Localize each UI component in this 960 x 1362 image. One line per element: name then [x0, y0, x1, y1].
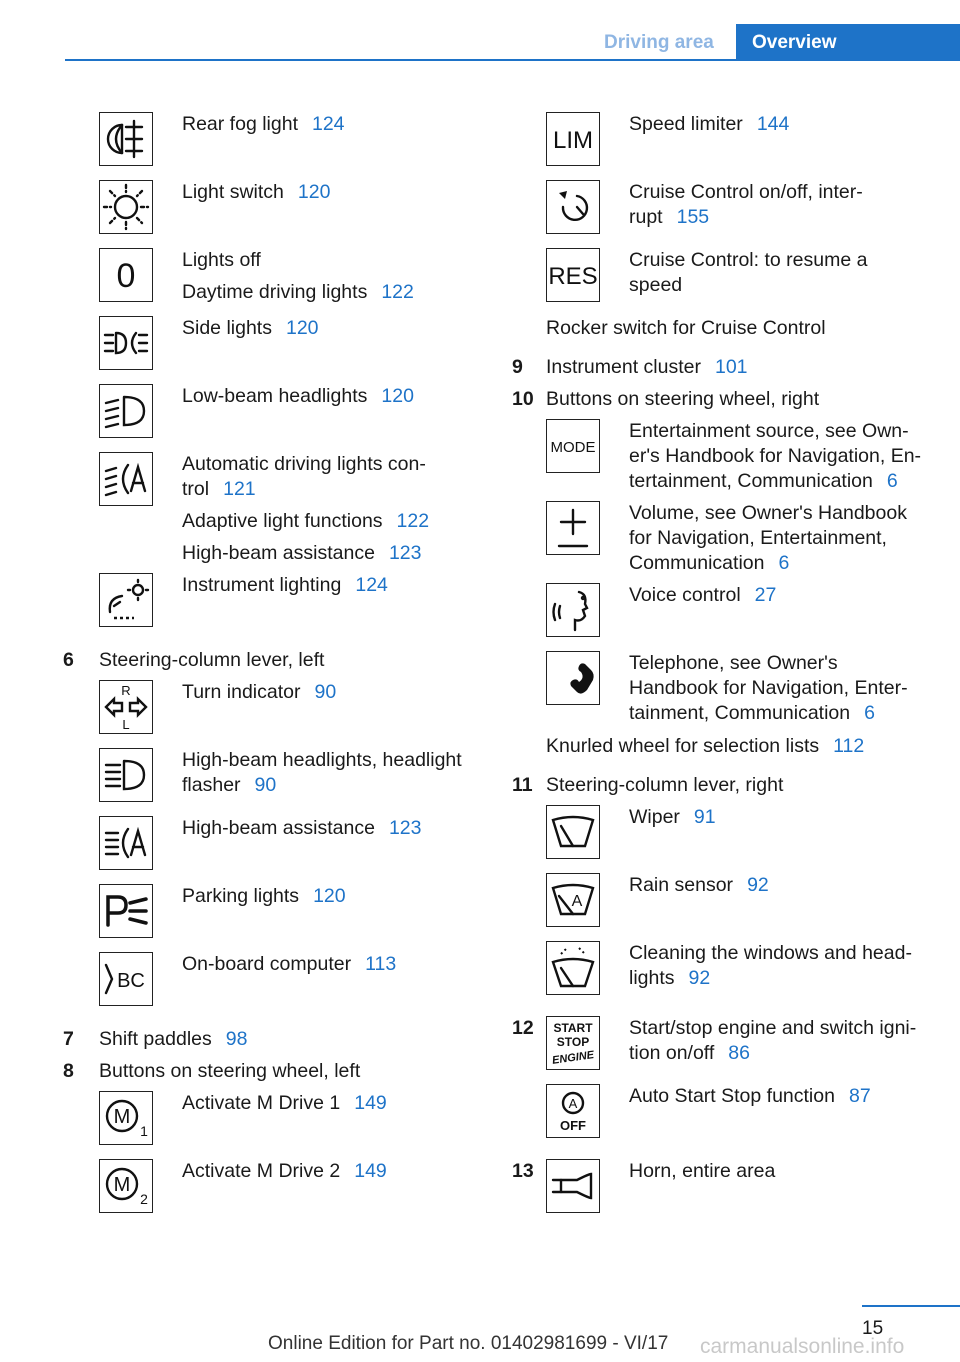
start-stop-icon — [546, 1016, 600, 1070]
svg-text:BC: BC — [117, 970, 145, 992]
entry-text: Cruise Control on/off, inter- — [629, 181, 863, 203]
entry-line — [629, 419, 909, 444]
entry-line — [182, 280, 414, 305]
page-ref-link[interactable]: 86 — [728, 1042, 750, 1064]
entry-text: speed — [629, 274, 683, 296]
entry-line — [629, 941, 912, 966]
page-ref-link[interactable]: 113 — [365, 953, 397, 975]
high-beam-assist-icon — [99, 816, 153, 870]
entry-text: Horn, entire area — [629, 1160, 776, 1182]
entry-text: Light switch — [182, 181, 284, 203]
page-ref-link[interactable]: 87 — [848, 1085, 871, 1107]
svg-text:L: L — [122, 717, 130, 732]
entry-line — [182, 112, 345, 137]
entry-text: Volume, see Owner's Handbook — [629, 502, 907, 524]
section-title-text: Shift paddles — [99, 1028, 212, 1050]
rear-fog-light-icon — [99, 112, 153, 166]
entry-line — [182, 541, 421, 566]
entry-line — [629, 1016, 916, 1041]
page-number: 15 — [862, 1318, 884, 1339]
header-tab-label: Overview — [752, 32, 837, 53]
entry-line — [182, 773, 276, 798]
entry-line — [182, 477, 256, 502]
m-drive-1-icon — [99, 1091, 153, 1145]
section-title — [546, 387, 819, 412]
entry-text: tion on/off — [629, 1042, 715, 1064]
entry-text: Side lights — [182, 317, 272, 339]
bc-icon — [99, 952, 153, 1006]
entry-text: trol — [182, 478, 210, 500]
low-beam-icon — [99, 384, 153, 438]
header-tab — [736, 24, 960, 60]
entry-line — [182, 816, 421, 841]
section-number: 9 — [512, 356, 523, 378]
entry-text: High-beam headlights, headlight — [182, 749, 462, 771]
auto-start-stop-off-icon — [546, 1084, 600, 1138]
turn-indicator-icon — [99, 680, 153, 734]
parking-lights-icon — [99, 884, 153, 938]
auto-lights-icon — [99, 452, 153, 506]
section-title-text: Buttons on steering wheel, right — [546, 388, 820, 410]
section-number: 6 — [63, 649, 74, 671]
entry-text: Rain sensor — [629, 874, 734, 896]
footer-rule — [862, 1305, 960, 1307]
page-ref-link[interactable]: 120 — [285, 317, 319, 339]
svg-text:STOP: STOP — [556, 1035, 590, 1049]
entry-line — [629, 469, 898, 494]
entry-line — [629, 1084, 871, 1109]
entry-line — [182, 316, 319, 341]
knurled-line — [546, 734, 864, 759]
entry-line — [182, 680, 336, 705]
entry-line — [629, 205, 709, 230]
side-lights-icon — [99, 316, 153, 370]
section-number: 8 — [63, 1060, 74, 1082]
svg-text:LIM: LIM — [552, 127, 594, 154]
entry-text: Activate M Drive 1 — [182, 1092, 341, 1114]
rocker-line-text: Rocker switch for Cruise Control — [546, 317, 826, 339]
section-number: 10 — [512, 388, 534, 410]
page-ref-link[interactable]: 91 — [693, 806, 716, 828]
page-ref-link[interactable]: 90 — [254, 774, 277, 796]
page-ref-link[interactable]: 120 — [313, 885, 346, 907]
entry-text: Handbook for Navigation, Enter- — [629, 677, 908, 699]
section-title-text: Steering-column lever, right — [546, 774, 784, 796]
page-ref-link[interactable]: 144 — [756, 113, 790, 135]
entry-text: Telephone, see Owner's — [629, 652, 838, 674]
lim-icon — [546, 112, 600, 166]
entry-text: Turn indicator — [182, 681, 301, 703]
svg-text:M: M — [113, 1106, 131, 1128]
high-beam-icon — [99, 748, 153, 802]
entry-line — [629, 273, 682, 298]
page-ref-link[interactable]: 122 — [396, 510, 430, 532]
page-ref-link[interactable]: 6 — [778, 552, 790, 574]
watermark: carmanualsonline.info — [700, 1335, 905, 1358]
svg-text:0: 0 — [116, 257, 136, 295]
page-ref-link[interactable]: 122 — [381, 281, 414, 303]
entry-line — [629, 676, 908, 701]
entry-text: Wiper — [629, 806, 680, 828]
voice-control-icon — [546, 583, 600, 637]
entry-text: Lights off — [182, 249, 261, 271]
entry-text: for Navigation, Entertainment, — [629, 527, 887, 549]
entry-text: High-beam assistance — [182, 542, 375, 564]
knurled-line-text: Knurled wheel for selection lists — [546, 735, 820, 757]
page-ref-link[interactable]: 92 — [688, 967, 711, 989]
entry-text: flasher — [182, 774, 241, 796]
svg-text:MODE: MODE — [550, 439, 596, 456]
page-ref-link[interactable]: 155 — [676, 206, 710, 228]
volume-icon — [546, 501, 600, 555]
header-section-label: Driving area — [604, 32, 714, 53]
m-drive-2-icon — [99, 1159, 153, 1213]
rain-sensor-icon — [546, 873, 600, 927]
svg-text:RES: RES — [548, 263, 598, 290]
section-title — [99, 1059, 360, 1084]
section-title — [546, 773, 783, 798]
svg-text:1: 1 — [140, 1123, 148, 1139]
page-ref-link[interactable]: 120 — [297, 181, 331, 203]
entry-text: Speed limiter — [629, 113, 743, 135]
section-title-text: Steering-column lever, left — [99, 649, 325, 671]
page-ref-link[interactable]: 90 — [314, 681, 337, 703]
entry-text: Activate M Drive 2 — [182, 1160, 341, 1182]
entry-line — [629, 966, 710, 991]
entry-line — [182, 1091, 387, 1116]
entry-text: Entertainment source, see Own- — [629, 420, 909, 442]
light-switch-icon — [99, 180, 153, 234]
section-title-text: Buttons on steering wheel, left — [99, 1060, 361, 1082]
entry-line — [182, 748, 462, 773]
entry-line — [182, 452, 426, 477]
instrument-lighting-icon — [99, 573, 153, 627]
entry-text: rupt — [629, 206, 663, 228]
page-ref-link[interactable]: 123 — [388, 817, 422, 839]
entry-line — [629, 112, 789, 137]
entry-text: lights — [629, 967, 675, 989]
entry-text: Daytime driving lights — [182, 281, 368, 303]
section-number: 12 — [512, 1017, 534, 1039]
entry-line — [629, 551, 789, 576]
svg-text:START: START — [553, 1021, 593, 1035]
entry-line — [629, 444, 921, 469]
svg-text:OFF: OFF — [560, 1118, 586, 1133]
entry-line — [629, 1041, 750, 1066]
washer-icon — [546, 941, 600, 995]
page-ref-link[interactable]: 98 — [225, 1028, 248, 1050]
page-ref-link[interactable]: 124 — [355, 574, 388, 596]
entry-line — [182, 384, 414, 409]
section-title-text: Instrument cluster — [546, 356, 701, 378]
entry-text: Auto Start Stop function — [629, 1085, 835, 1107]
entry-line — [629, 583, 776, 608]
page-ref-link[interactable]: 112 — [833, 735, 865, 757]
svg-text:A: A — [568, 1096, 578, 1111]
footer-edition: Online Edition for Part no. 01402981699 - VI/17 — [268, 1333, 669, 1354]
page-ref-link[interactable]: 101 — [714, 356, 748, 378]
mode-icon — [546, 419, 600, 473]
lights-off-icon — [99, 248, 153, 302]
page-ref-link[interactable]: 124 — [311, 113, 345, 135]
entry-text: Communication — [629, 552, 765, 574]
entry-line — [182, 1159, 387, 1184]
entry-text: Adaptive light functions — [182, 510, 383, 532]
page-ref-link[interactable]: 121 — [223, 478, 256, 500]
page-ref-link[interactable]: 27 — [754, 584, 777, 606]
section-number: 13 — [512, 1160, 534, 1182]
res-icon — [546, 248, 600, 302]
entry-text: High-beam assistance — [182, 817, 375, 839]
svg-text:M: M — [113, 1174, 131, 1196]
entry-line — [629, 873, 769, 898]
entry-text: Instrument lighting — [182, 574, 342, 596]
section-title — [99, 648, 324, 673]
page-ref-link[interactable]: 149 — [354, 1160, 387, 1182]
rocker-line — [546, 316, 826, 341]
section-title — [546, 355, 748, 380]
entry-text: Rear fog light — [182, 113, 298, 135]
svg-text:A: A — [571, 893, 583, 910]
svg-text:ENGINE: ENGINE — [551, 1049, 595, 1067]
entry-text: Start/stop engine and switch igni- — [629, 1017, 917, 1039]
page-ref-link[interactable]: 92 — [747, 874, 769, 896]
section-number: 7 — [63, 1028, 74, 1050]
wiper-icon — [546, 805, 600, 859]
entry-line — [182, 180, 330, 205]
page-ref-link[interactable]: 123 — [388, 542, 422, 564]
section-number: 11 — [512, 774, 533, 796]
page-ref-link[interactable]: 6 — [886, 470, 898, 492]
entry-text: Cleaning the windows and head- — [629, 942, 912, 964]
entry-line — [629, 1159, 775, 1184]
page-header — [0, 0, 960, 62]
entry-line — [629, 248, 867, 273]
page-ref-link[interactable]: 120 — [381, 385, 414, 407]
svg-text:R: R — [121, 683, 131, 698]
cruise-onoff-icon — [546, 180, 600, 234]
entry-line — [182, 509, 429, 534]
entry-line — [182, 884, 346, 909]
entry-line — [182, 952, 396, 977]
entry-line — [629, 651, 838, 676]
entry-line — [629, 805, 716, 830]
section-title — [99, 1027, 247, 1052]
entry-line — [629, 180, 863, 205]
entry-text: Voice control — [629, 584, 741, 606]
page-ref-link[interactable]: 6 — [864, 702, 875, 724]
entry-text: tertainment, Communication — [629, 470, 873, 492]
horn-icon — [546, 1159, 600, 1213]
entry-line — [629, 526, 887, 551]
entry-text: Parking lights — [182, 885, 300, 907]
entry-text: tainment, Communication — [629, 702, 851, 724]
entry-text: On-board computer — [182, 953, 352, 975]
header-rule — [65, 59, 960, 61]
entry-line — [182, 248, 261, 273]
telephone-icon — [546, 651, 600, 705]
entry-text: Low-beam headlights — [182, 385, 368, 407]
entry-text: er's Handbook for Navigation, En- — [629, 445, 922, 467]
entry-text: Cruise Control: to resume a — [629, 249, 868, 271]
entry-line — [629, 701, 875, 726]
entry-line — [182, 573, 388, 598]
page-ref-link[interactable]: 149 — [354, 1092, 387, 1114]
entry-line — [629, 501, 907, 526]
entry-text: Automatic driving lights con- — [182, 453, 426, 475]
svg-text:2: 2 — [140, 1191, 148, 1207]
